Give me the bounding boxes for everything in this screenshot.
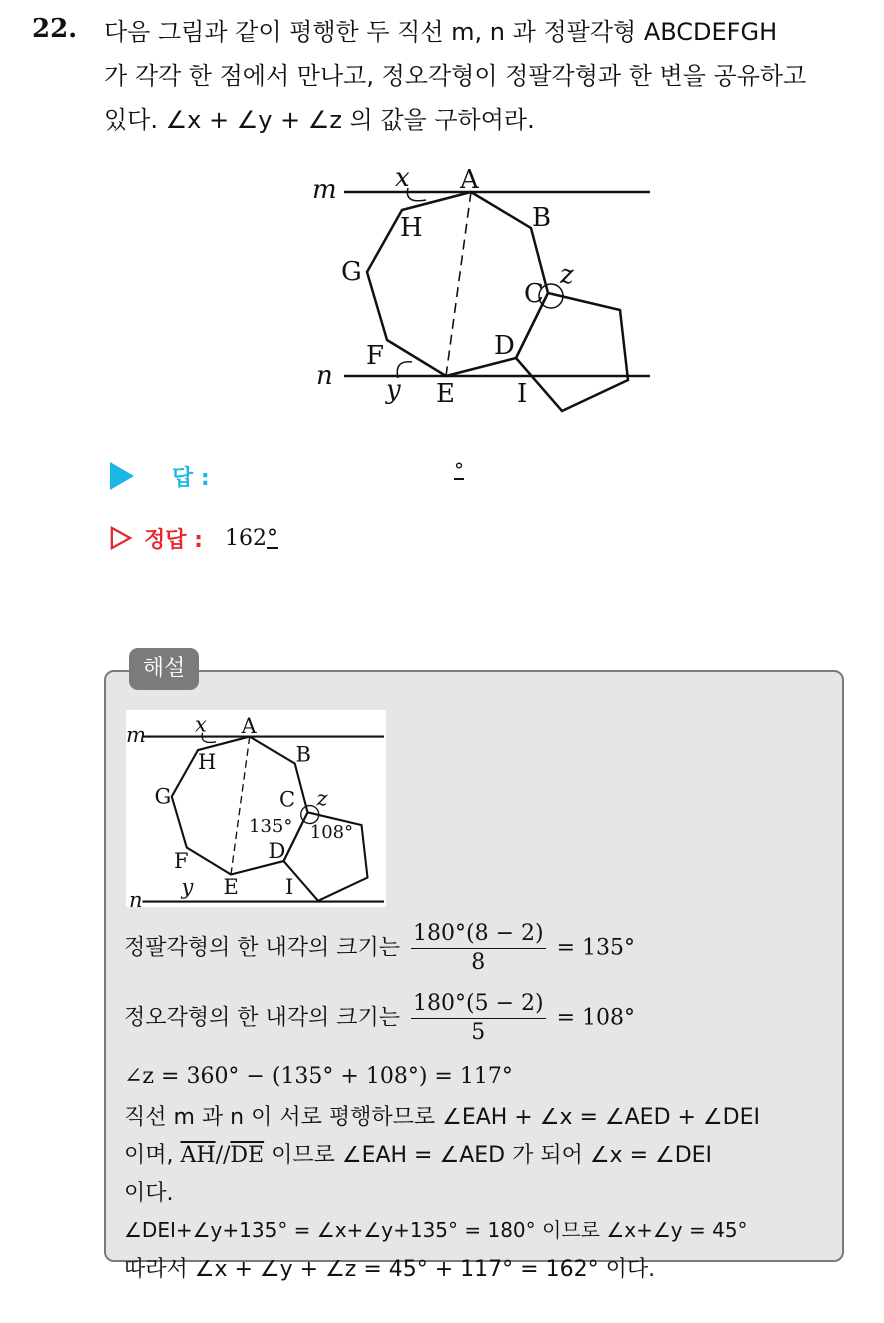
answer-blank[interactable]: °	[454, 458, 464, 482]
fraction-pentagon: $\frac{180^\circ(5 - 2)}{5}$	[413, 991, 544, 1045]
correct-answer-row	[110, 520, 278, 556]
label-G: G	[341, 257, 362, 287]
solution-line-2: 정오각형의 한 내각의 크기는 $\frac{180^\circ(5 - 2)}{5}$ = 108°	[124, 991, 636, 1045]
diagonal-AE	[446, 192, 471, 376]
sol-label-z: z	[316, 786, 328, 811]
sol-label-n: n	[129, 887, 143, 907]
solution-line-4: 직선 m 과 n 이 서로 평행하므로 ∠EAH + ∠x = ∠AED + ∠DEI	[124, 1105, 760, 1130]
label-x: x	[395, 163, 410, 193]
label-H: H	[400, 213, 423, 243]
label-C: C	[524, 279, 544, 309]
solution-line-7: ∠DEI+∠y+135° = ∠x+∠y+135° = 180° 이므로 ∠x+∠y = 45°	[124, 1218, 748, 1242]
label-m: m	[312, 175, 337, 205]
solution-line-5: 이며, $\overline{AH}//\overline{DE}$ 이므로 ∠EAH = ∠AED 가 되어 ∠x = ∠DEI	[124, 1143, 713, 1168]
correct-value: 162°	[224, 525, 278, 551]
solution-figure	[126, 710, 386, 907]
sol-label-y: y	[181, 875, 194, 900]
sol-label-I: I	[285, 875, 294, 900]
sol-label-D: D	[268, 839, 286, 864]
play-arrow-icon	[110, 462, 134, 490]
solution-tag: 해설	[129, 648, 199, 690]
label-z: z	[560, 260, 574, 290]
sol-label-H: H	[198, 749, 217, 774]
label-n: n	[316, 361, 333, 391]
label-I: I	[517, 379, 528, 409]
solution-line-3: ∠z = 360° − (135° + 108°) = 117°	[124, 1064, 513, 1089]
fraction-octagon: $\frac{180^\circ(8 - 2)}{8}$	[413, 921, 544, 975]
label-F: F	[366, 341, 385, 371]
outline-arrow-icon	[110, 525, 132, 551]
answer-row	[110, 458, 210, 494]
pentagon	[516, 293, 628, 411]
label-A: A	[460, 165, 479, 195]
solution-line-8: 따라서 ∠x + ∠y + ∠z = 45° + 117° = 162° 이다.	[124, 1257, 656, 1282]
problem-figure	[300, 160, 660, 420]
correct-label: 정답 :	[144, 527, 203, 553]
question-text	[104, 10, 864, 142]
sol-label-x: x	[195, 712, 207, 737]
sol-label-A: A	[241, 713, 257, 738]
sol-label-108: 108°	[309, 821, 354, 843]
sol-label-C: C	[279, 787, 296, 812]
sol-label-B: B	[295, 742, 311, 767]
solution-line-1: 정팔각형의 한 내각의 크기는 $\frac{180^\circ(8 - 2)}{8}$ = 135°	[124, 921, 636, 975]
label-y: y	[386, 375, 401, 405]
answer-label: 답 :	[172, 465, 210, 491]
solution-line-6: 이다.	[124, 1181, 174, 1206]
angle-x-arc	[407, 188, 426, 201]
sol-label-E: E	[223, 875, 239, 900]
question-line-1: 다음 그림과 같이 평행한 두 직선 m, n 과 정팔각형 ABCDEFGH	[104, 18, 778, 46]
label-D: D	[494, 331, 515, 361]
sol-label-135: 135°	[249, 815, 293, 837]
sol-label-F: F	[174, 848, 189, 873]
label-B: B	[532, 203, 552, 233]
label-E: E	[436, 379, 455, 409]
sol-label-G: G	[154, 784, 172, 809]
question-line-2: 가 각각 한 점에서 만나고, 정오각형이 정팔각형과 한 변을 공유하고	[104, 62, 807, 90]
question-number: 22.	[32, 14, 78, 44]
question-line-3: 있다. ∠x + ∠y + ∠z 의 값을 구하여라.	[104, 106, 535, 134]
sol-label-m: m	[126, 722, 146, 747]
